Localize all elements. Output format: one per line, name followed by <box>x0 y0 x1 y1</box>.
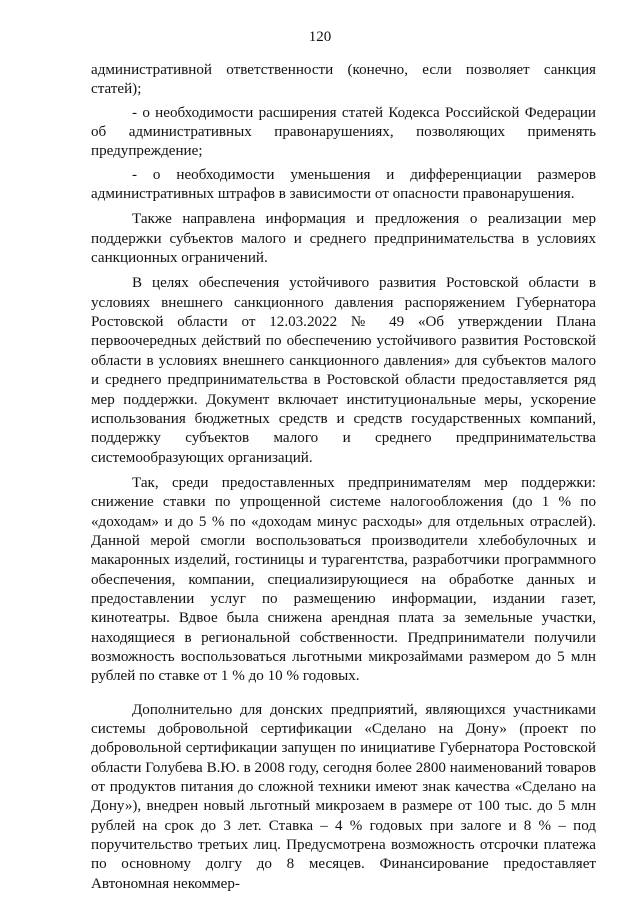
paragraph-governor-order: В целях обеспечения устойчивого развития Ростовской области в условиях внешнего санкционного давления распоряжением Губернатора Ростовской области от 12.03.2022 № 49 «Об утверждении Плана первоочередных действий по обеспечению устойчивого развития Ростовской области в условиях внешнего санкционного давления» для субъектов малого и среднего предпринимательства в Ростовской области предоставляется ряд мер поддержки. Документ включает институциональные меры, ускорение использования бюджетных средств и средств государственных компаний, поддержку субъектов малого и среднего предпринимательства системообразующих организаций. <box>91 275 596 466</box>
paragraph-made-on-don: Дополнительно для донских предприятий, являющихся участниками системы добровольной сертификации «Сделано на Дону» (проект по добровольной сертификации запущен по инициативе Губернатора Ростовской области Голубева В.Ю. в 2008 году, сегодня более 2800 наименований товаров от продуктов питания до сложной техники имеют знак качества «Сделано на Дону»), внедрен новый льготный микрозаем в размере от 100 тыс. до 5 млн рублей на срок до 3 лет. Ставка – 4 % годовых при залоге и 8 % – под поручительство третьих лиц. Предусмотрена возможность отсрочки платежа по основному долгу до 8 месяцев. Финансирование предоставляет Автономная некоммер- <box>91 701 596 892</box>
page-number: 120 <box>308 29 332 45</box>
paragraph-fines-proposal: - о необходимости уменьшения и дифференциации размеров административных штрафов в зависимости от опасности правонарушения. <box>91 166 596 203</box>
paragraph-support-measures-info: Также направлена информация и предложения о реализации мер поддержки субъектов малого и среднего предпринимательства в условиях санкционных ограничений. <box>91 211 596 267</box>
document-body <box>91 61 596 894</box>
paragraph-warning-proposal: - о необходимости расширения статей Кодекса Российской Федерации об административных правонарушениях, позволяющих применять предупреждение; <box>91 104 596 160</box>
paragraph-tax-measures: Так, среди предоставленных предпринимателям мер поддержки: снижение ставки по упрощенной системе налогообложения (до 1 % по «доходам» и до 5 % по «доходам минус расходы» для отдельных отраслей). Данной мерой смогли воспользоваться производители хлебобулочных и макаронных изделий, гостиницы и турагентства, разработчики программного обеспечения, компании, специализирующиеся на обработке данных и предоставлении услуг по размещению информации, издании газет, кинотеатры. Вдвое была снижена арендная плата за земельные участки, находящиеся в региональной собственности. Предприниматели получили возможность воспользоваться льготными микрозаймами размером до 5 млн рублей по ставке от 1 % до 10 % годовых. <box>91 474 596 685</box>
paragraph-liability-continuation: административной ответственности (конечно, если позволяет санкция статей); <box>91 62 596 98</box>
